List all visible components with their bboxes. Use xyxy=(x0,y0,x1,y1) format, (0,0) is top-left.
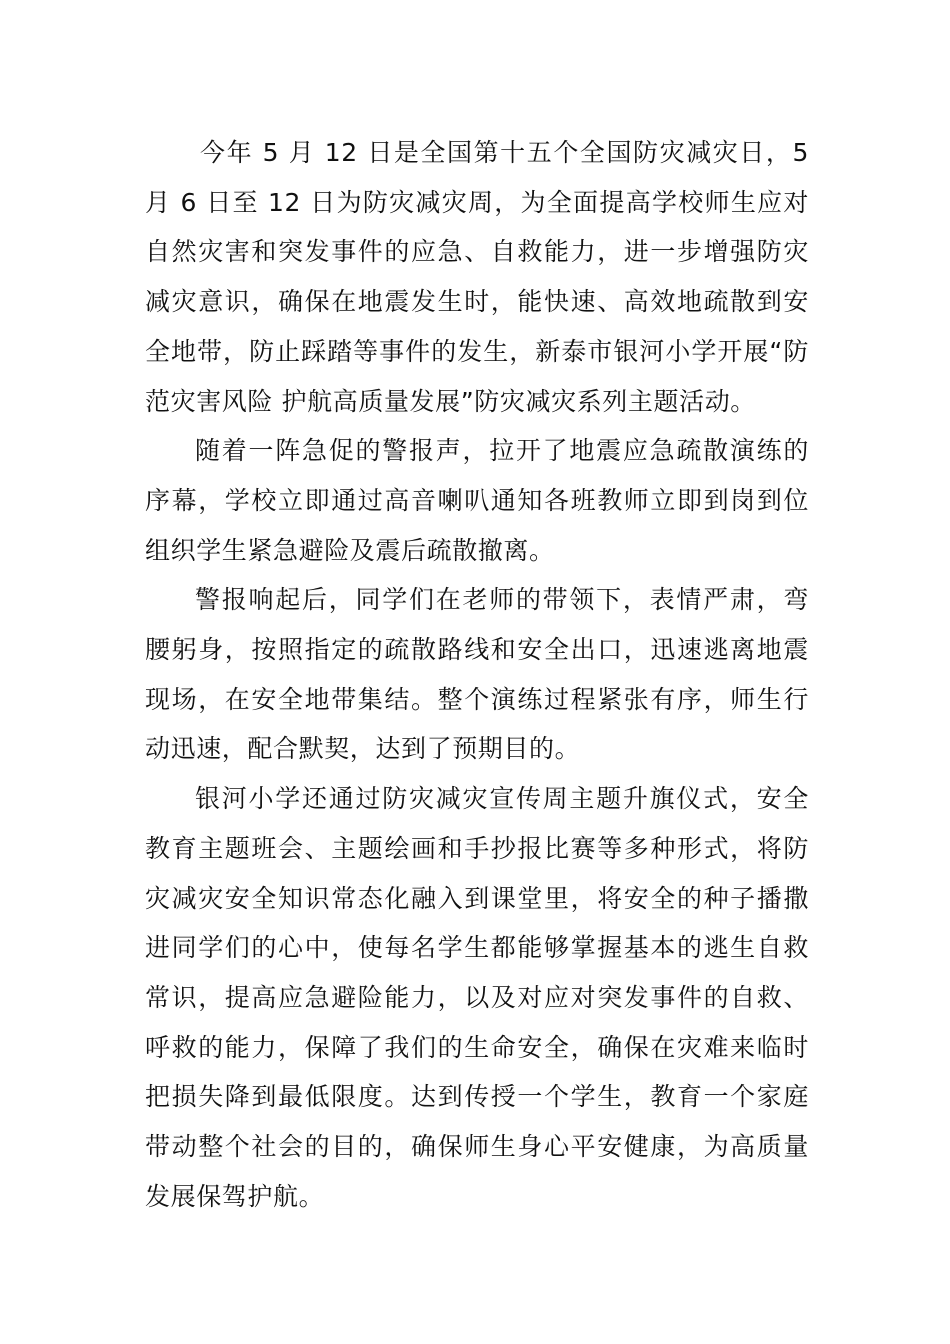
paragraph-evacuation: 警报响起后，同学们在老师的带领下，表情严肃，弯腰躬身，按照指定的疏散路线和安全出口，迅速逃离地震现场，在安全地带集结。整个演练过程紧张有序，师生行动迅速，配合默契，达到了预期目的。 xyxy=(145,585,809,764)
paragraph-alarm: 随着一阵急促的警报声，拉开了地震应急疏散演练的序幕，学校立即通过高音喇叭通知各班教师立即到岗到位组织学生紧急避险及震后疏散撤离。 xyxy=(145,436,809,565)
paragraph-intro: 今年 5 月 12 日是全国第十五个全国防灾减灾日，5 月 6 日至 12 日为防灾减灾周，为全面提高学校师生应对自然灾害和突发事件的应急、自救能力，进一步增强防灾减灾意识，确保在地震发生时，能快速、高效地疏散到安全地带，防止踩踏等事件的发生，新泰市银河小学开展“防范灾害风险 护航高质量发展”防灾减灾系列主题活动。 xyxy=(145,138,809,416)
article-body xyxy=(145,128,809,1221)
paragraph-education: 银河小学还通过防灾减灾宣传周主题升旗仪式，安全教育主题班会、主题绘画和手抄报比赛等多种形式，将防灾减灾安全知识常态化融入到课堂里，将安全的种子播撒进同学们的心中，使每名学生都能够掌握基本的逃生自救常识，提高应急避险能力，以及对应对突发事件的自救、呼救的能力，保障了我们的生命安全，确保在灾难来临时把损失降到最低限度。达到传授一个学生，教育一个家庭带动整个社会的目的，确保师生身心平安健康，为高质量发展保驾护航。 xyxy=(145,784,809,1211)
